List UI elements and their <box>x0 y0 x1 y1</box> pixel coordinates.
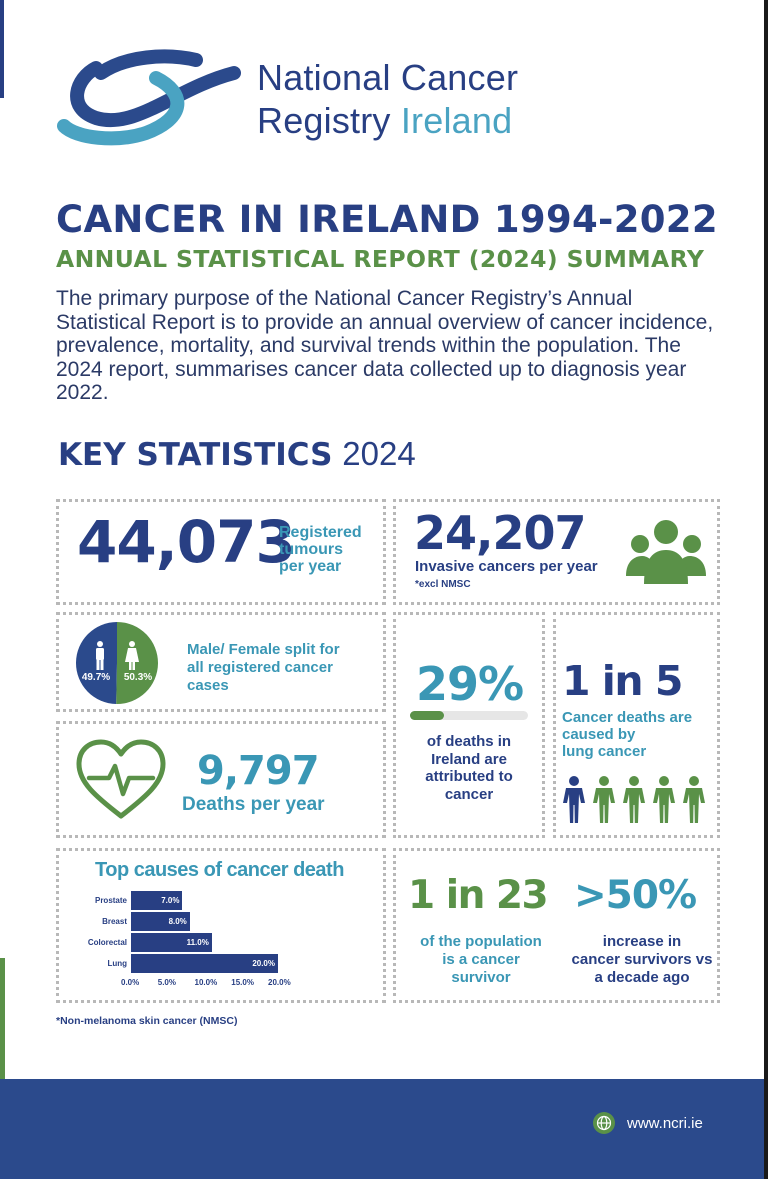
page-edge <box>764 0 768 1179</box>
left-edge-bar-top <box>0 0 4 98</box>
person-icon-highlighted <box>563 776 585 823</box>
deaths-progress-fill <box>410 711 444 720</box>
lung-label-2: caused by <box>562 726 636 743</box>
survivor-label-1: of the population <box>420 933 542 950</box>
deaths-value: 9,797 <box>197 748 319 794</box>
left-edge-bar-middle <box>0 958 5 1079</box>
deaths-percent-value: 29% <box>416 657 524 711</box>
page-subtitle: ANNUAL STATISTICAL REPORT (2024) SUMMARY <box>56 245 705 273</box>
logo-registry: Registry <box>257 100 391 141</box>
x-tick-label: 0.0% <box>121 978 140 987</box>
increase-label <box>562 933 722 987</box>
x-tick-label: 20.0% <box>268 978 291 987</box>
pie-slice-female <box>116 622 158 704</box>
tumours-label <box>279 524 362 575</box>
tumours-label-3: per year <box>279 558 342 575</box>
increase-label-1: increase in <box>602 933 682 950</box>
logo-text <box>257 56 518 142</box>
deaths-label-4: cancer <box>444 785 494 803</box>
person-icon <box>623 776 645 823</box>
x-tick-label: 15.0% <box>231 978 254 987</box>
intro-paragraph: The primary purpose of the National Cancer Registry’s Annual Statistical Report is to provide an annual overview of cancer incidence, prevalence, mortality, and survival trends within the population. The 2024 report, summarises cancer data collected up to diagnosis year 2022. <box>56 287 714 404</box>
x-tick-label: 10.0% <box>194 978 218 987</box>
key-statistics-heading <box>58 435 416 473</box>
gender-label-1: Male/ Female split for <box>187 641 340 658</box>
lung-label-1: Cancer deaths are <box>562 709 693 726</box>
chart-title: Top causes of cancer death <box>95 859 344 881</box>
invasive-label: Invasive cancers per year <box>415 558 598 575</box>
person-icon <box>653 776 675 823</box>
survivor-label-2: is a cancer <box>442 951 520 968</box>
survivor-label <box>396 933 566 987</box>
deaths-percent-card <box>393 612 545 838</box>
category-label: Lung <box>107 959 127 968</box>
people-row-icons <box>562 775 712 825</box>
category-label: Prostate <box>94 896 127 905</box>
key-statistics-year: 2024 <box>342 435 416 472</box>
bar-value-label: 8.0% <box>168 917 187 926</box>
gender-split-label <box>187 641 340 695</box>
person-icon <box>593 776 615 823</box>
bar-chart <box>59 851 383 1000</box>
key-statistics-bold: KEY STATISTICS <box>58 437 333 473</box>
logo-line-2 <box>257 99 518 142</box>
bar-value-label: 7.0% <box>161 896 180 905</box>
deaths-label-3: attributed to <box>425 768 513 785</box>
website-link[interactable]: www.ncri.ie <box>627 1115 703 1132</box>
person-icon <box>683 776 705 823</box>
category-label: Colorectal <box>87 938 127 947</box>
lung-ratio-value: 1 in 5 <box>562 657 682 705</box>
deaths-percent-label <box>396 733 542 803</box>
survivor-card <box>393 848 720 1003</box>
lung-label-3: lung cancer <box>562 743 647 760</box>
tumours-value: 44,073 <box>77 508 295 576</box>
logo-line-1: National Cancer <box>257 57 519 98</box>
bar-value-label: 11.0% <box>186 938 209 947</box>
page-title: CANCER IN IRELAND 1994-2022 <box>56 198 718 241</box>
gender-label-3: cases <box>187 677 229 694</box>
x-tick-label: 5.0% <box>157 978 176 987</box>
female-percent: 50.3% <box>123 672 153 683</box>
top-causes-card <box>56 848 386 1003</box>
bar-value-label: 20.0% <box>252 959 275 968</box>
group-people-icon <box>626 518 706 588</box>
tumours-label-1: Registered <box>279 524 362 541</box>
gender-split-card <box>56 612 386 712</box>
deaths-card <box>56 721 386 838</box>
deaths-label-2: Ireland are <box>431 750 507 768</box>
invasive-note: *excl NMSC <box>415 579 471 590</box>
footnote: *Non-melanoma skin cancer (NMSC) <box>56 1015 238 1027</box>
increase-label-3: a decade ago <box>594 969 690 986</box>
tumours-label-2: tumours <box>279 541 343 558</box>
gender-label-2: all registered cancer <box>187 659 333 676</box>
ncri-logo-mark <box>56 48 246 148</box>
invasive-value: 24,207 <box>414 506 586 560</box>
invasive-card <box>393 499 720 605</box>
deaths-label: Deaths per year <box>182 794 325 815</box>
tumours-card <box>56 499 386 605</box>
logo-ireland: Ireland <box>400 100 513 141</box>
lung-ratio-label <box>562 709 692 760</box>
deaths-label-1: of deaths in <box>426 733 512 750</box>
survivor-value: 1 in 23 <box>408 873 548 918</box>
increase-value: >50% <box>574 873 697 918</box>
category-label: Breast <box>102 917 127 926</box>
survivor-label-3: survivor <box>451 969 511 986</box>
deaths-progress-track <box>410 711 528 720</box>
gender-split-pie <box>75 621 159 705</box>
male-percent: 49.7% <box>81 672 111 683</box>
increase-label-2: cancer survivors vs <box>571 951 713 968</box>
heart-pulse-icon <box>75 738 167 822</box>
lung-ratio-card <box>553 612 720 838</box>
globe-icon <box>593 1112 615 1134</box>
